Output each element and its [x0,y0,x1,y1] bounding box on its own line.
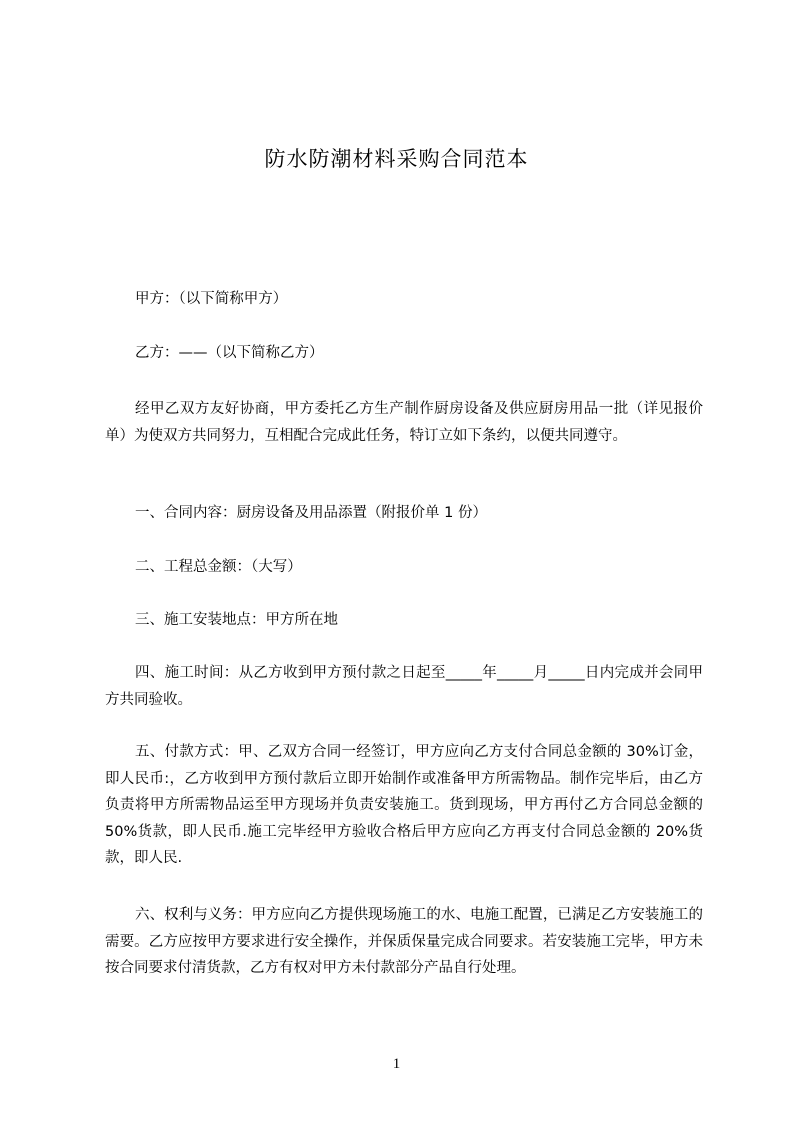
page-number: 1 [392,1056,401,1072]
clause-5-payment-terms: 五、付款方式：甲、乙双方合同一经签订，甲方应向乙方支付合同总金额的 30%订金，即人民币:，乙方收到甲方预付款后立即开始制作或准备甲方所需物品。制作完毕后，由乙方负责将甲方所需物品运至甲方现场并负责安装施工。货到现场，甲方再付乙方合同总金额的 50%货款，即人民币.施工完毕经甲方验收合格后甲方应向乙方再支付合同总金额的 20%货款，即人民. [105,744,703,866]
clause-1-contract-content: 一、合同内容：厨房设备及用品添置（附报价单 1 份） [135,505,487,521]
intro-paragraph: 经甲乙双方友好协商，甲方委托乙方生产制作厨房设备及供应厨房用品一批（详见报价单）为使双方共同努力，互相配合完成此任务，特订立如下条约，以便共同遵守。 [105,401,703,444]
clause-4-construction-time: 四、施工时间：从乙方收到甲方预付款之日起至_____年_____月_____日内完成并会同甲方共同验收。 [105,665,703,708]
party-a-line: 甲方：（以下简称甲方） [135,291,288,307]
clause-6-rights-obligations: 六、权利与义务：甲方应向乙方提供现场施工的水、电施工配置，已满足乙方安装施工的需要。乙方应按甲方要求进行安全操作，并保质保量完成合同要求。若安装施工完毕，甲方未按合同要求付清货款，乙方有权对甲方未付款部分产品自行处理。 [105,907,703,976]
party-b-line: 乙方：——（以下简称乙方） [135,345,324,361]
clause-2-total-amount: 二、工程总金额：（大写） [135,559,302,575]
document-title: 防水防潮材料采购合同范本 [264,147,529,171]
clause-3-install-location: 三、施工安装地点：甲方所在地 [135,612,338,628]
